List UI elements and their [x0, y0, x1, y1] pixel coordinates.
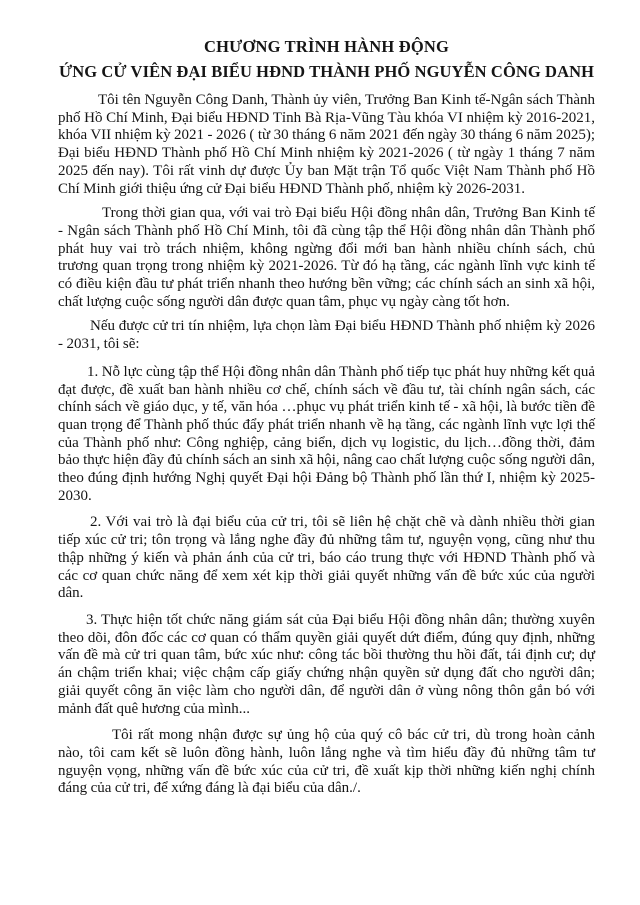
- paragraph: 2. Với vai trò là đại biểu của cử tri, tôi sẽ liên hệ chặt chẽ và dành nhiều thời gian tiếp xúc cử tri; tôn trọng và lắng nghe đầy đủ những tâm tư, nguyện vọng, cũng như thu thập những ý kiến và phản ánh của cử tri, báo cáo trung thực với HĐND Thành phố và các cơ quan chức năng để xem xét kịp thời giải quyết những vấn đề bức xúc của người dân.: [58, 514, 595, 602]
- document-title: CHƯƠNG TRÌNH HÀNH ĐỘNG: [203, 37, 450, 56]
- document-subtitle: ỨNG CỬ VIÊN ĐẠI BIỂU HĐND THÀNH PHỐ NGUYỄN CÔNG DANH: [58, 62, 595, 81]
- paragraph: 1. Nỗ lực cùng tập thể Hội đồng nhân dân Thành phố tiếp tục phát huy những kết quả đạt được, đề xuất ban hành nhiều cơ chế, chính sách về đầu tư, tài chính ngân sách, các chính sách về giáo dục, y tế, văn hóa …phục vụ phát triển kinh tế - xã hội, là bước tiền đề quan trọng để Thành phố thúc đẩy phát triển nhanh về hạ tầng, các ngành lĩnh vực lợi thế của Thành phố như: Công nghiệp, cảng biển, dịch vụ logistic, du lịch…đồng thời, đảm bảo thực hiện đầy đủ chính sách an sinh xã hội, nâng cao chất lượng cuộc sống người dân, theo đúng định hướng Nghị quyết Đại hội Đảng bộ Thành phố lần thứ I, nhiệm kỳ 2025-2030.: [58, 363, 595, 504]
- document-body: [58, 92, 595, 798]
- paragraph: Tôi rất mong nhận được sự ủng hộ của quý cô bác cử tri, dù trong hoàn cảnh nào, tôi cam kết sẽ luôn đồng hành, luôn lắng nghe và tìm hiểu đầy đủ những tâm tư nguyện vọng, những vấn đề bức xúc của cử tri, đề xuất kịp thời những kiến nghị chính đáng của cử tri, để xứng đáng là đại biểu của dân./.: [58, 727, 595, 797]
- paragraph: Trong thời gian qua, với vai trò Đại biểu Hội đồng nhân dân, Trưởng Ban Kinh tế - Ngân sách Thành phố Hồ Chí Minh, tôi đã cùng tập thể Hội đồng nhân dân Thành phố phát huy vai trò trách nhiệm, không ngừng đổi mới ban hành nhiều chính sách, chủ trương quan trọng trong nhiệm kỳ 2021-2026. Từ đó hạ tầng, các ngành lĩnh vực kinh tế có điều kiện đầu tư phát triển nhanh theo hướng bền vững; các chính sách an sinh xã hội, chất lượng cuộc sống người dân được quan tâm, phục vụ ngày càng tốt hơn.: [58, 205, 595, 310]
- paragraph: Tôi tên Nguyễn Công Danh, Thành ủy viên, Trưởng Ban Kinh tế-Ngân sách Thành phố Hồ Chí Minh, Đại biểu HĐND Tỉnh Bà Rịa-Vũng Tàu khóa VI nhiệm kỳ 2016-2021, khóa VII nhiệm kỳ 2021 - 2026 ( từ 30 tháng 6 năm 2021 đến ngày 30 tháng 6 năm 2025); Đại biểu HĐND Thành phố Hồ Chí Minh nhiệm kỳ 2021-2026 ( từ ngày 1 tháng 7 năm 2025 đến nay). Tôi rất vinh dự được Ủy ban Mặt trận Tổ quốc Việt Nam Thành phố Hồ Chí Minh giới thiệu ứng cử Đại biểu HĐND Thành phố, nhiệm kỳ 2026-2031.: [58, 92, 595, 197]
- paragraph: 3. Thực hiện tốt chức năng giám sát của Đại biểu Hội đồng nhân dân; thường xuyên theo dõi, đôn đốc các cơ quan có thẩm quyền giải quyết dứt điểm, đúng quy định, những vấn đề mà cử tri quan tâm, bức xúc như: công tác bồi thường thu hồi đất, tái định cư; dự án chậm triển khai; việc chậm cấp giấy chứng nhận quyền sử dụng đất cho người dân; giải quyết công ăn việc làm cho người dân, để người dân ở vùng nông thôn gắn bó với mảnh đất quê hương của mình...: [58, 611, 595, 717]
- paragraph: Nếu được cử tri tín nhiệm, lựa chọn làm Đại biểu HĐND Thành phố nhiệm kỳ 2026 - 2031, tôi sẽ:: [58, 318, 595, 353]
